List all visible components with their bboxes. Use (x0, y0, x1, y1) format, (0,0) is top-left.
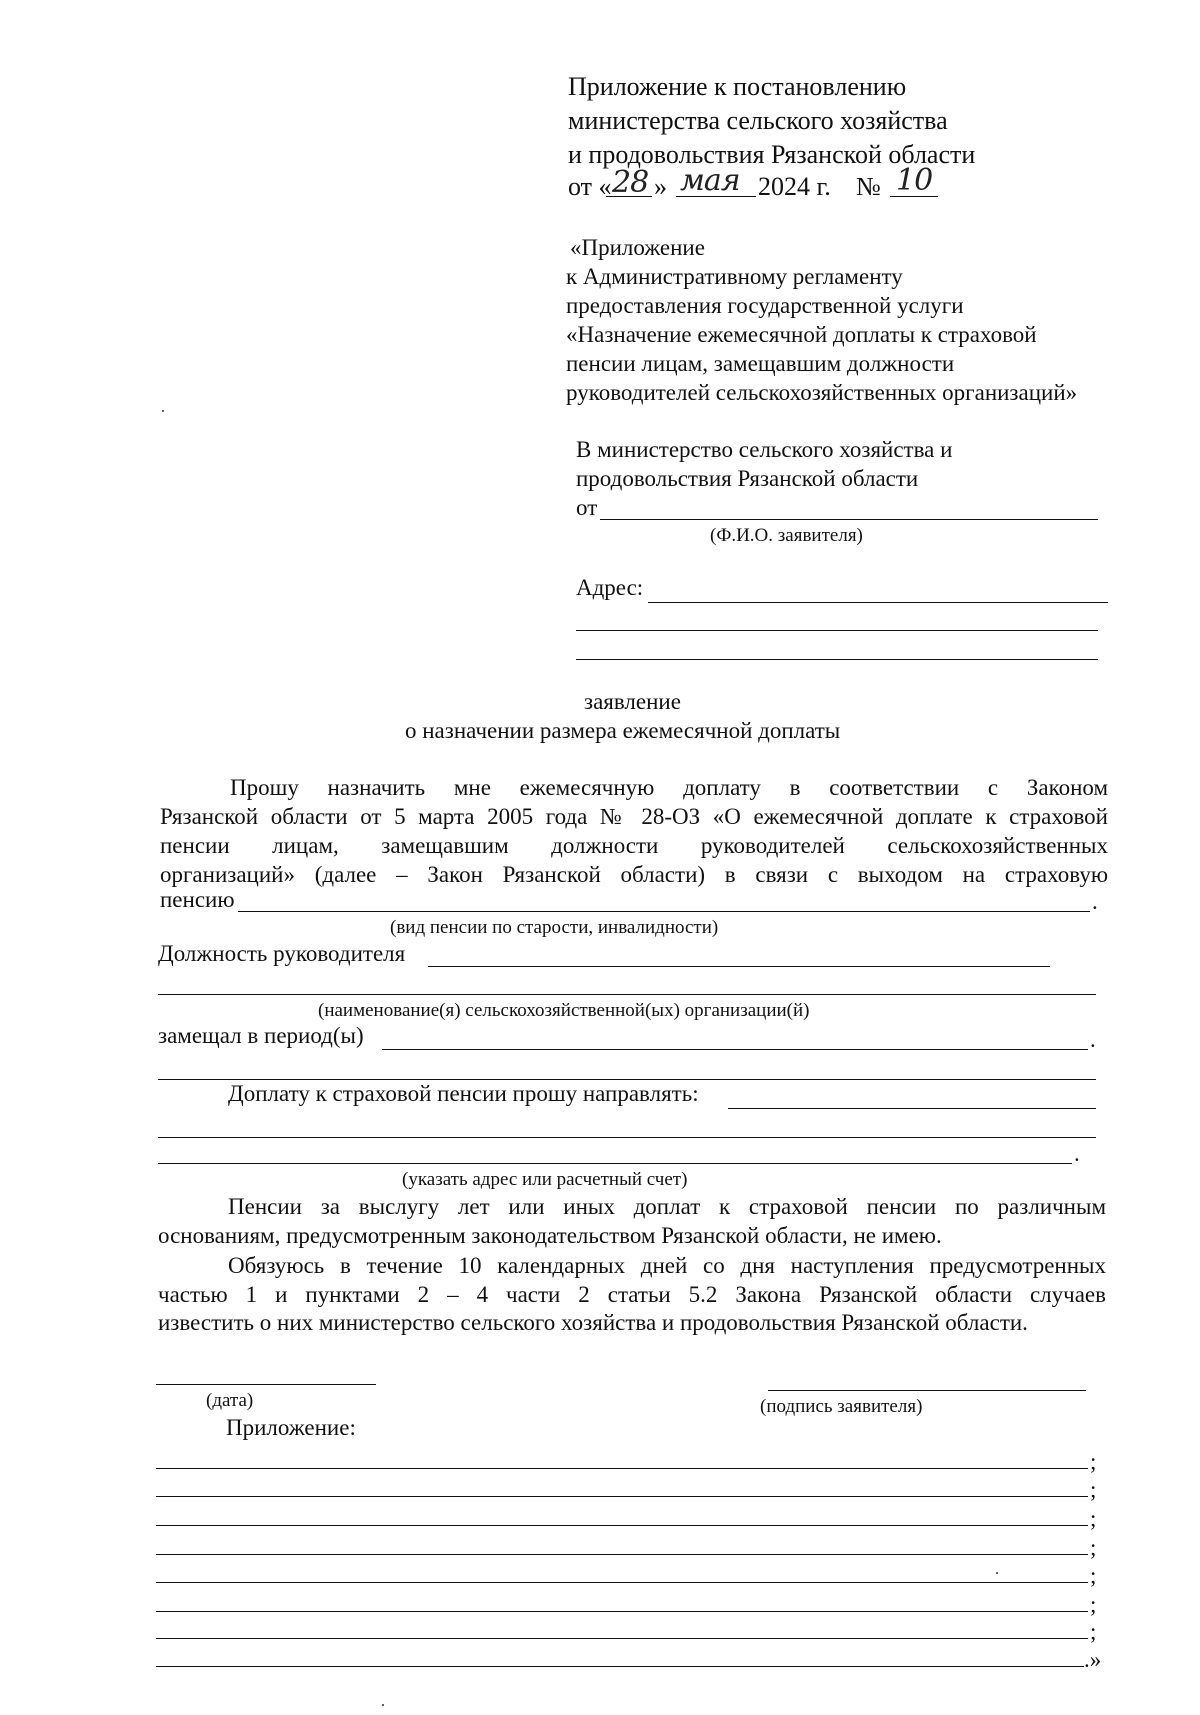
fio-caption: (Ф.И.О. заявителя) (710, 525, 863, 546)
appendix-line-1: «Приложение (570, 235, 705, 260)
payment-line-end: . (1074, 1141, 1080, 1166)
header-date-prefix: от « (568, 172, 612, 201)
appendix-line-4: «Назначение ежемесячной доплаты к страховой (566, 322, 1037, 347)
date-caption: (дата) (206, 1390, 254, 1411)
attachment-line-5-end: ; (1090, 1563, 1097, 1588)
period-line-end: . (1090, 1027, 1096, 1052)
header-line-2: министерства сельского хозяйства (568, 106, 948, 135)
org-caption: (наименование(я) сельскохозяйственной(ых) организации(й) (318, 1000, 810, 1021)
appendix-line-3: предоставления государственной услуги (566, 293, 964, 318)
payment-label: Доплату к страховой пенсии прошу направлять: (228, 1081, 699, 1106)
appendix-line-6: руководителей сельскохозяйственных организаций» (566, 380, 1078, 405)
attachment-line-1-end: ; (1090, 1449, 1097, 1474)
pension-line-end: . (1092, 889, 1098, 914)
body-p3-line-1: Обязуюсь в течение 10 календарных дней со дня наступления предусмотренных (228, 1253, 1106, 1278)
addressee-line-1: В министерство сельского хозяйства и (576, 437, 953, 462)
attachment-line-5 (156, 1582, 1088, 1583)
signature-caption: (подпись заявителя) (760, 1396, 923, 1417)
header-number-label: № (856, 172, 881, 201)
body-p1-line-4: организаций» (далее – Закон Рязанской области) в связи с выходом на страховую (160, 862, 1108, 887)
body-p1-line-2: Рязанской области от 5 марта 2005 года № 28-ОЗ «О ежемесячной доплате к страховой (160, 804, 1108, 829)
header-line-3: и продовольствия Рязанской области (568, 140, 976, 169)
address-line-1 (648, 602, 1108, 603)
attachment-line-3 (156, 1525, 1088, 1526)
payment-caption: (указать адрес или расчетный счет) (402, 1169, 688, 1190)
body-p3-line-2: частью 1 и пунктами 2 – 4 части 2 статьи 5.2 Закона Рязанской области случаев (158, 1282, 1106, 1307)
attachment-line-8-end: .» (1084, 1647, 1102, 1672)
attachment-line-4 (156, 1554, 1088, 1555)
handwritten-month: мая (680, 163, 740, 198)
org-line (158, 994, 1096, 995)
day-underline (606, 196, 652, 197)
position-label: Должность руководителя (158, 941, 406, 966)
attachment-line-4-end: ; (1090, 1535, 1097, 1560)
addressee-from-label: от (576, 495, 598, 520)
attachment-line-1 (156, 1468, 1088, 1469)
header-line-1: Приложение к постановлению (568, 72, 907, 101)
date-line (156, 1384, 376, 1385)
body-p1-line-5: пенсию (160, 887, 235, 912)
appendix-line-5: пенсии лицам, замещавшим должности (566, 351, 955, 376)
attachment-line-3-end: ; (1090, 1506, 1097, 1531)
scan-speck (996, 1572, 998, 1574)
handwritten-number: 10 (896, 163, 933, 198)
payment-line-3 (158, 1163, 1072, 1164)
attachment-line-7 (156, 1638, 1088, 1639)
addressee-line-2: продовольствия Рязанской области (576, 466, 919, 491)
pension-type-line (238, 911, 1090, 912)
attachment-line-2-end: ; (1090, 1477, 1097, 1502)
address-line-2 (576, 630, 1098, 631)
payment-line-1 (728, 1108, 1096, 1109)
header-date-mid: » (654, 172, 667, 201)
handwritten-day: 28 (612, 165, 649, 200)
body-p1-line-3: пенсии лицам, замещавшим должности руководителей сельскохозяйственных (160, 833, 1108, 858)
month-underline (676, 196, 756, 197)
scan-speck (382, 1704, 384, 1706)
appendix-line-2: к Административному регламенту (566, 264, 903, 289)
pension-caption: (вид пенсии по старости, инвалидности) (390, 917, 719, 938)
attachment-line-6-end: ; (1090, 1592, 1097, 1617)
number-underline (890, 196, 938, 197)
body-p1-line-1: Прошу назначить мне ежемесячную доплату в соответствии с Законом (230, 775, 1108, 800)
body-p2-line-2: основаниям, предусмотренным законодательством Рязанской области, не имею. (158, 1223, 942, 1248)
attachment-line-6 (156, 1611, 1088, 1612)
body-p3-line-3: известить о них министерство сельского хозяйства и продовольствия Рязанской области. (158, 1310, 1028, 1335)
address-label: Адрес: (576, 575, 644, 600)
document-title: заявление (584, 689, 681, 714)
signature-line (768, 1390, 1086, 1391)
attachment-line-7-end: ; (1090, 1619, 1097, 1644)
address-line-3 (576, 659, 1098, 660)
period-label: замещал в период(ы) (158, 1023, 364, 1048)
scan-speck (162, 410, 164, 412)
payment-line-2 (158, 1137, 1096, 1138)
attachment-line-8 (156, 1666, 1084, 1667)
header-date-year: 2024 г. (758, 172, 831, 201)
attachment-line-2 (156, 1496, 1088, 1497)
body-p2-line-1: Пенсии за выслугу лет или иных доплат к страховой пенсии по различным (228, 1194, 1106, 1219)
attachments-label: Приложение: (226, 1415, 356, 1440)
position-line (428, 966, 1050, 967)
document-subtitle: о назначении размера ежемесячной доплаты (405, 718, 841, 743)
period-line-1 (382, 1049, 1088, 1050)
fio-line (600, 519, 1098, 520)
